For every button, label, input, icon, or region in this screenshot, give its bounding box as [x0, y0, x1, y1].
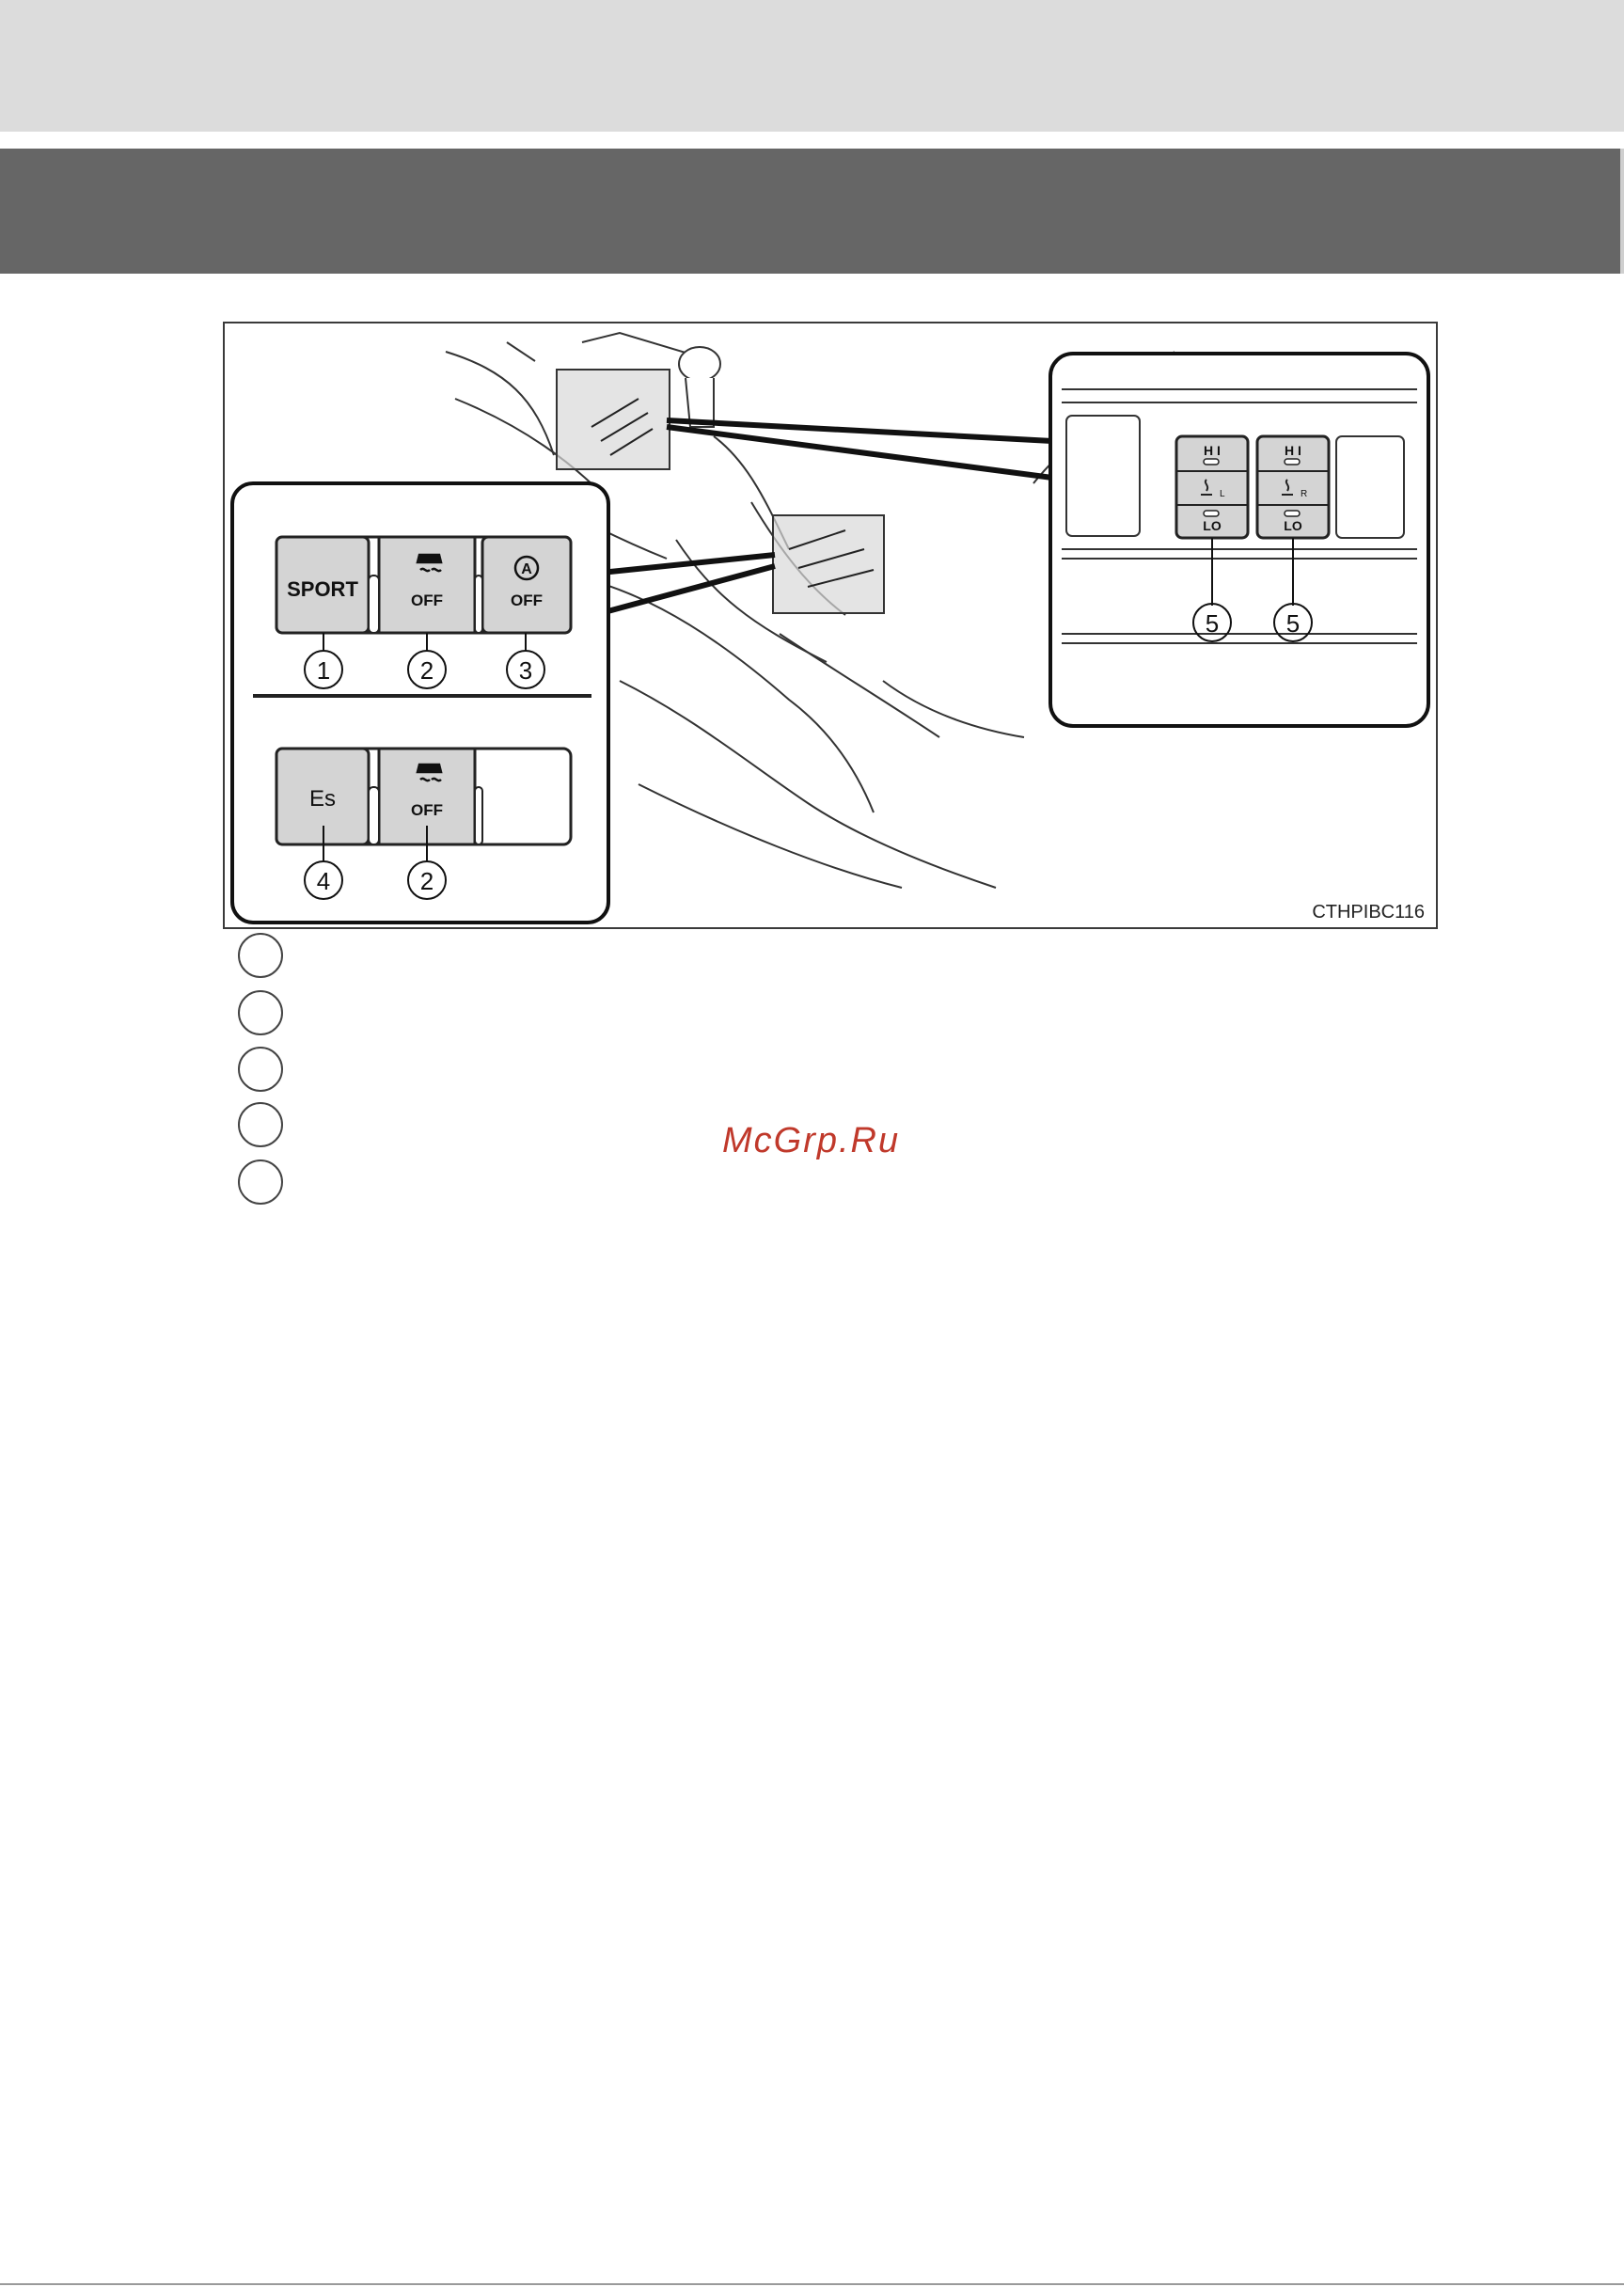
switch-inset-right: [1050, 354, 1428, 726]
legend-circle-3: [238, 1047, 283, 1092]
figure-code: CTHPIBC116: [1312, 902, 1425, 923]
watermark: McGrp.Ru: [722, 1121, 901, 1160]
bottom-rule: [0, 2283, 1624, 2285]
header-band: [0, 0, 1624, 132]
sport-button-label: SPORT: [287, 577, 358, 601]
traction-off-label-bottom: OFF: [411, 801, 443, 819]
seat-heater-left-side: L: [1220, 489, 1225, 499]
seat-heater-left-hi: H I: [1204, 443, 1221, 458]
console-illustration: [223, 322, 1438, 929]
seat-heater-right-lo: LO: [1284, 518, 1302, 533]
traction-off-label: OFF: [411, 591, 443, 609]
legend-circle-4: [238, 1102, 283, 1147]
callout-2: 2: [419, 656, 434, 685]
seat-heater-right-hi: H I: [1285, 443, 1301, 458]
legend-circle-1: [238, 933, 283, 978]
seat-heater-right-side: R: [1301, 489, 1308, 499]
svg-text:A: A: [521, 561, 532, 577]
console-drawing: [225, 323, 1440, 931]
console-zoom-box-lower: [773, 515, 884, 613]
legend-item-3: [238, 1047, 285, 1092]
legend-item-2: [238, 990, 285, 1035]
title-band-edge: [1620, 149, 1624, 274]
legend-circle-5: [238, 1159, 283, 1205]
legend-circle-2: [238, 990, 283, 1035]
callout-5-right: 5: [1285, 609, 1301, 638]
callout-3: 3: [518, 656, 533, 685]
auto-stop-off-label: OFF: [511, 591, 543, 609]
seat-heater-left-lo: LO: [1203, 518, 1222, 533]
callout-2-bottom: 2: [419, 867, 434, 895]
eco-button-label: Es: [308, 786, 337, 812]
legend-item-1: [238, 933, 285, 978]
section-title-band: [0, 149, 1620, 274]
callout-5-left: 5: [1205, 609, 1220, 638]
callout-1: 1: [316, 656, 331, 685]
legend-item-4: [238, 1102, 285, 1147]
legend-item-5: [238, 1159, 285, 1205]
callout-4: 4: [316, 867, 331, 895]
